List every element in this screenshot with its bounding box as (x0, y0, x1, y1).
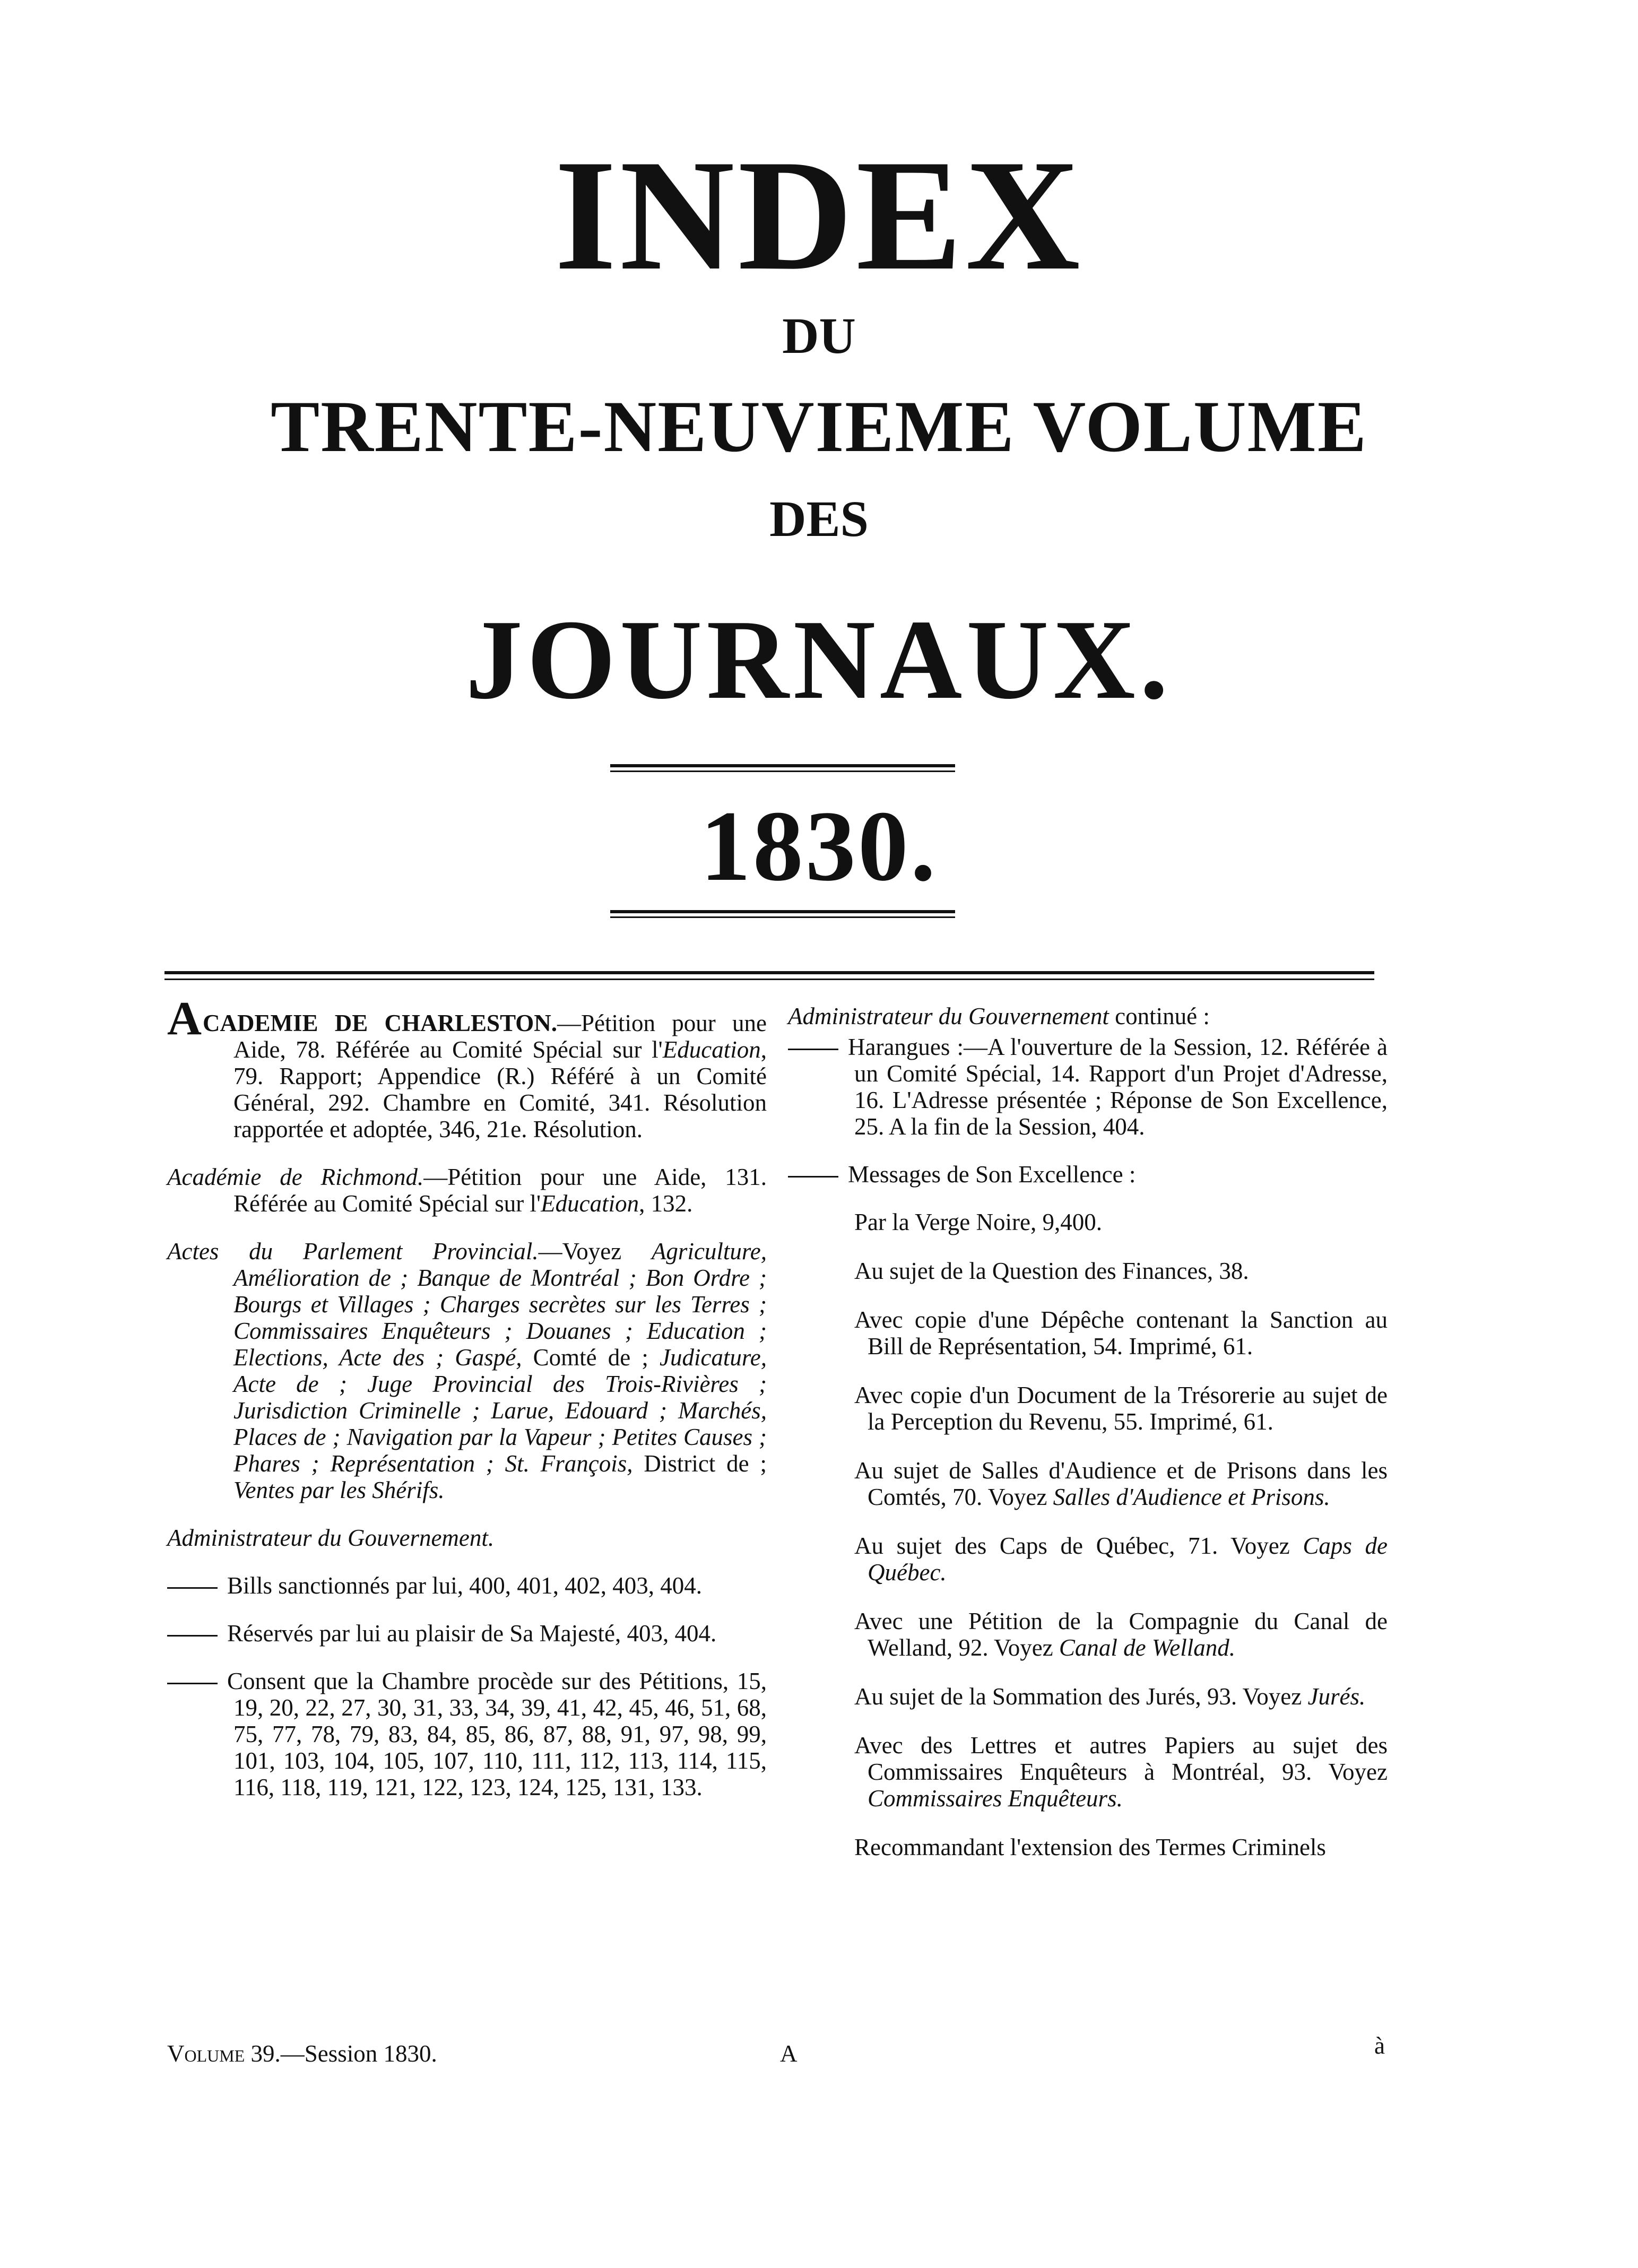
entry-heading: CADEMIE DE CHARLESTON. (203, 1010, 558, 1036)
entry-text: —Voyez (538, 1238, 652, 1265)
entry-heading: Académie de Richmond. (167, 1164, 424, 1190)
entry-ref: Education (662, 1036, 761, 1063)
sub-entry-reserves (167, 1620, 767, 1647)
title-index: INDEX (554, 127, 1084, 303)
title-des: DES (769, 490, 869, 547)
entry-text: , 132. (639, 1190, 693, 1217)
em-dash-rule (167, 1683, 218, 1684)
index-entry-academie-charleston (167, 992, 767, 1142)
entry-text: , 79. Rapport; Appendice (R.) Référé à un Comité Général, 292. Chambre en Comité, 341. Résolution rapportée et adoptée, 346, 21e. Résolution. (233, 1036, 767, 1142)
sub-entry-text: Réservés par lui au plaisir de Sa Majesté, 403, 404. (227, 1620, 717, 1647)
message-item: Avec copie d'une Dépêche contenant la Sanction au Bill de Représentation, 54. Imprimé, 61. (854, 1306, 1388, 1360)
title-journaux: JOURNAUX. (465, 596, 1173, 723)
right-column (788, 1003, 1388, 1860)
entry-heading: Administrateur du Gouvernement (788, 1003, 1109, 1029)
message-text: Avec des Lettres et autres Papiers au sujet des Commissaires Enquêteurs à Montréal, 93. Voyez (854, 1732, 1388, 1785)
footer-volume (167, 2040, 437, 2067)
entry-ref: Education (541, 1190, 639, 1217)
rule-columns-top (164, 971, 1374, 980)
em-dash-rule (788, 1049, 838, 1050)
entry-ref: Agriculture, Amélioration de ; Banque de Montréal ; Bon Ordre ; Bourgs et Villages ; Charges secrètes sur les Terres ; Commissaires Enquêteurs ; Douanes ; Education ; Elections, Acte des ; Gaspé, (233, 1238, 767, 1371)
entry-ref: Judicature, Acte de ; Juge Provincial des Trois-Rivières ; Jurisdiction Criminelle ; Larue, Edouard ; Marchés, Places de ; Navigation par la Vapeur ; Petites Causes ; Phares ; Représentation ; St. François, (233, 1344, 767, 1477)
message-item (854, 1608, 1388, 1661)
sub-entry-text: Harangues :—A l'ouverture de la Session, 12. Référée à un Comité Spécial, 14. Rapport d'un Projet d'Adresse, 16. L'Adresse présentée ; Réponse de Son Excellence, 25. A la fin de la Session, 404. (848, 1034, 1388, 1140)
sub-entry-messages (788, 1161, 1388, 1188)
continued-heading (788, 1003, 1388, 1029)
message-ref: Caps de Québec. (868, 1533, 1388, 1586)
message-item: Au sujet de la Question des Finances, 38. (854, 1258, 1249, 1284)
message-ref: Salles d'Audience et Prisons. (1053, 1484, 1330, 1510)
title-volume: TRENTE-NEUVIEME VOLUME (271, 386, 1367, 467)
sub-entry-text: Consent que la Chambre procède sur des Pétitions, 15, 19, 20, 22, 27, 30, 31, 33, 34, 39, 41, 42, 45, 46, 51, 68, 75, 77, 78, 79, 83, 84, 85, 86, 87, 88, 91, 97, 98, 99, 101, 103, 104, 105, 107, 110, 111, 112, 113, 114, 115, 116, 118, 119, 121, 122, 123, 124, 125, 131, 133. (227, 1668, 767, 1800)
message-text: Au sujet des Caps de Québec, 71. Voyez (854, 1533, 1303, 1559)
entry-text: District de ; (632, 1450, 767, 1477)
em-dash-rule (167, 1587, 218, 1589)
entry-text: —Pétition pour une Aide, 131. Référée au Comité Spécial sur l' (233, 1164, 767, 1217)
sub-entry-text: Messages de Son Excellence : (848, 1161, 1136, 1188)
title-du: DU (782, 307, 856, 364)
message-item: Avec copie d'un Document de la Trésorerie au sujet de la Perception du Revenu, 55. Imprimé, 61. (854, 1382, 1388, 1435)
entry-heading: Administrateur du Gouvernement. (167, 1525, 495, 1551)
message-item (854, 1533, 1388, 1586)
em-dash-rule (788, 1176, 838, 1178)
message-item (854, 1457, 1388, 1510)
message-text: Au sujet de Salles d'Audience et de Prisons dans les Comtés, 70. Voyez (854, 1457, 1388, 1510)
footer-volume-label: Volume (167, 2040, 245, 2067)
entry-text: continué : (1108, 1003, 1210, 1029)
message-text: Avec une Pétition de la Compagnie du Canal de Welland, 92. Voyez (854, 1608, 1388, 1661)
message-text: Au sujet de la Sommation des Jurés, 93. Voyez (854, 1683, 1308, 1710)
index-entry-academie-richmond (167, 1164, 767, 1217)
em-dash-rule (167, 1635, 218, 1637)
signature-mark: A (780, 2040, 798, 2067)
message-ref: Commissaires Enquêteurs. (868, 1785, 1123, 1812)
drop-cap: A (167, 992, 202, 1045)
sub-entry-bills (167, 1572, 767, 1599)
sub-entry-harangues (788, 1034, 1388, 1140)
rule-below-year (610, 910, 955, 918)
index-entry-administrateur (167, 1525, 767, 1551)
message-item (854, 1732, 1388, 1812)
message-item: Recommandant l'extension des Termes Criminels (854, 1834, 1326, 1860)
entry-text: Comté de ; (522, 1344, 660, 1371)
catchword: à (1374, 2032, 1385, 2059)
rule-above-year (610, 764, 955, 772)
entry-text: —Pétition pour une Aide, 78. Référée au Comité Spécial sur l' (233, 1010, 767, 1063)
message-item: Par la Verge Noire, 9,400. (854, 1209, 1102, 1235)
message-ref: Jurés. (1307, 1683, 1366, 1710)
index-entry-actes-parlement (167, 1238, 767, 1503)
message-item (854, 1683, 1388, 1710)
entry-heading: Actes du Parlement Provincial. (167, 1238, 539, 1265)
sub-entry-text: Bills sanctionnés par lui, 400, 401, 402, 403, 404. (227, 1572, 702, 1599)
title-year: 1830. (700, 791, 938, 902)
entry-ref: Ventes par les Shérifs. (233, 1477, 445, 1503)
left-column (167, 992, 767, 1822)
footer-volume-text: 39.—Session 1830. (245, 2040, 437, 2067)
sub-entry-consent (167, 1668, 767, 1800)
message-ref: Canal de Welland. (1059, 1634, 1235, 1661)
